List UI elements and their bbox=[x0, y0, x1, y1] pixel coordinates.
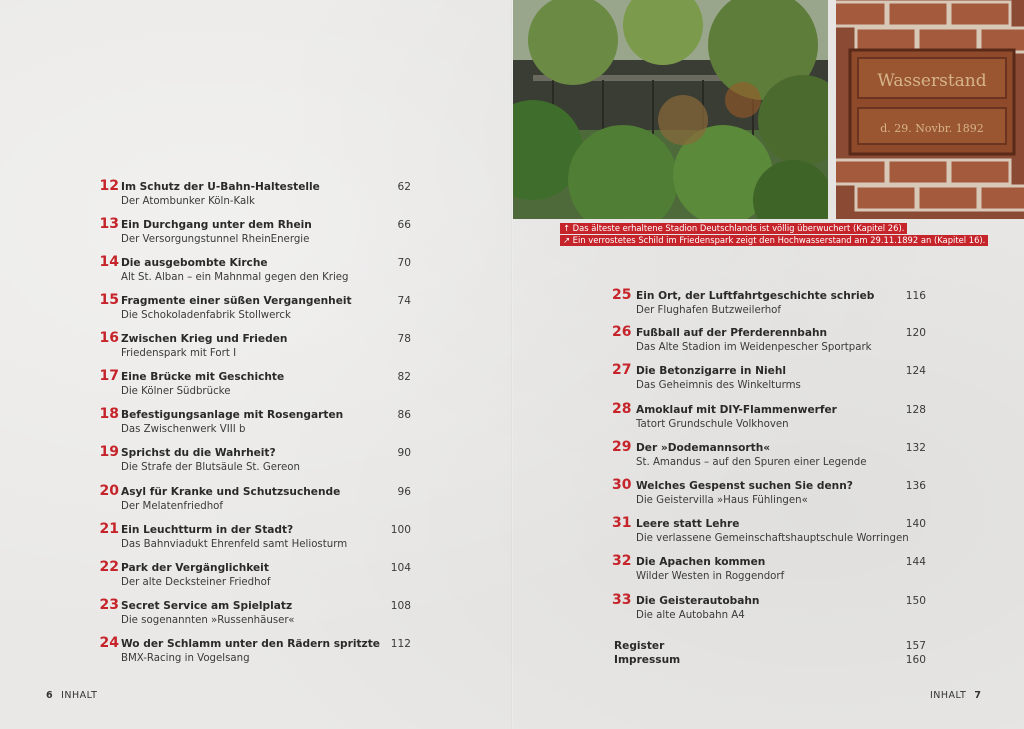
toc-entry-subtitle: Alt St. Alban – ein Mahnmal gegen den Krieg bbox=[121, 272, 349, 283]
toc-entry-subtitle: Das Bahnviadukt Ehrenfeld samt Heliosturm bbox=[121, 539, 348, 550]
toc-entry-page: 108 bbox=[390, 600, 411, 612]
toc-entry-number: 27 bbox=[612, 362, 632, 378]
toc-entry[interactable] bbox=[99, 483, 411, 520]
toc-entry-number: 32 bbox=[612, 553, 632, 569]
toc-entry[interactable] bbox=[99, 521, 411, 558]
toc-entry-page: 90 bbox=[397, 447, 411, 459]
toc-entry[interactable] bbox=[612, 362, 926, 399]
footer-page-number: 7 bbox=[974, 690, 982, 701]
toc-entry-subtitle: Die Schokoladenfabrik Stollwerck bbox=[121, 310, 291, 321]
toc-entry-title: Wo der Schlamm unter den Rädern spritzte bbox=[121, 638, 380, 650]
toc-entry-subtitle: Die alte Autobahn A4 bbox=[636, 610, 745, 621]
toc-entry-subtitle: Friedenspark mit Fort I bbox=[121, 348, 237, 359]
toc-entry-subtitle: Der Melatenfriedhof bbox=[121, 501, 224, 512]
toc-entry-title: Im Schutz der U-Bahn-Haltestelle bbox=[121, 181, 320, 193]
toc-entry-number: 30 bbox=[612, 477, 632, 493]
toc-entry-title: Ein Durchgang unter dem Rhein bbox=[121, 219, 312, 231]
toc-entry-number: 21 bbox=[99, 521, 119, 537]
toc-entry[interactable] bbox=[612, 287, 926, 324]
toc-entry-page: 74 bbox=[397, 295, 411, 307]
toc-entry[interactable] bbox=[612, 477, 926, 514]
toc-entry-title: Befestigungsanlage mit Rosengarten bbox=[121, 409, 344, 421]
toc-entry-number: 18 bbox=[99, 406, 119, 422]
toc-entry-title: Fußball auf der Pferderennbahn bbox=[636, 327, 828, 339]
toc-entry-subtitle: Die verlassene Gemeinschaftshauptschule Worringen bbox=[636, 533, 909, 544]
toc-entry-number: 12 bbox=[99, 178, 119, 194]
toc-entry-title: Die Apachen kommen bbox=[636, 556, 766, 568]
toc-entry[interactable] bbox=[99, 635, 411, 672]
toc-entry-page: 62 bbox=[397, 181, 411, 193]
toc-entry-page: 144 bbox=[905, 556, 926, 568]
toc-entry-number: 16 bbox=[99, 330, 119, 346]
toc-entry-page: 66 bbox=[397, 219, 411, 231]
toc-entry-number: 19 bbox=[99, 444, 119, 460]
photo-caption-1: ↑ Das älteste erhaltene Stadion Deutschlands ist völlig überwuchert (Kapitel 26). bbox=[560, 223, 907, 234]
toc-entry[interactable] bbox=[612, 553, 926, 590]
toc-entry-title: Sprichst du die Wahrheit? bbox=[121, 447, 276, 459]
toc-entry-page: 140 bbox=[905, 518, 926, 530]
toc-entry-subtitle: BMX-Racing in Vogelsang bbox=[121, 653, 250, 664]
toc-entry[interactable] bbox=[612, 401, 926, 438]
footer-right bbox=[930, 690, 981, 701]
toc-entry-title: Secret Service am Spielplatz bbox=[121, 600, 293, 612]
toc-entry-page: 96 bbox=[397, 486, 411, 498]
toc-entry-number: 22 bbox=[99, 559, 119, 575]
toc-impressum-entry[interactable] bbox=[614, 654, 926, 668]
toc-entry-subtitle: Das Geheimnis des Winkelturms bbox=[636, 380, 801, 391]
toc-entry-number: 24 bbox=[99, 635, 119, 651]
toc-entry-title: Leere statt Lehre bbox=[636, 518, 740, 530]
toc-entry[interactable] bbox=[99, 368, 411, 405]
toc-entry-subtitle: Der alte Decksteiner Friedhof bbox=[121, 577, 271, 588]
toc-entry-title: Register bbox=[614, 640, 665, 652]
toc-entry[interactable] bbox=[612, 324, 926, 361]
sign-text-line2: d. 29. Novbr. 1892 bbox=[880, 122, 984, 135]
toc-entry-number: 23 bbox=[99, 597, 119, 613]
toc-entry-page: 124 bbox=[905, 365, 926, 377]
toc-entry[interactable] bbox=[99, 178, 411, 215]
toc-entry[interactable] bbox=[99, 216, 411, 253]
toc-entry-number: 14 bbox=[99, 254, 119, 270]
toc-entry-title: Welches Gespenst suchen Sie denn? bbox=[636, 480, 853, 492]
toc-entry-number: 29 bbox=[612, 439, 632, 455]
sign-text-line1: Wasserstand bbox=[877, 71, 987, 91]
photo-caption-2: ↗ Ein verrostetes Schild im Friedenspark zeigt den Hochwasserstand am 29.11.1892 an (Kapitel 16). bbox=[560, 235, 988, 246]
toc-entry-number: 28 bbox=[612, 401, 632, 417]
toc-entry-page: 100 bbox=[390, 524, 411, 536]
toc-entry-subtitle: Das Zwischenwerk VIII b bbox=[121, 424, 246, 435]
toc-entry-page: 120 bbox=[905, 327, 926, 339]
toc-entry-subtitle: Die Strafe der Blutsäule St. Gereon bbox=[121, 462, 300, 473]
toc-entry-page: 116 bbox=[905, 290, 926, 302]
toc-entry-page: 136 bbox=[905, 480, 926, 492]
toc-entry-page: 86 bbox=[397, 409, 411, 421]
toc-entry-subtitle: Die Geistervilla »Haus Fühlingen« bbox=[636, 495, 808, 506]
toc-entry-subtitle: Der Flughafen Butzweilerhof bbox=[636, 305, 782, 316]
toc-entry-subtitle: Wilder Westen in Roggendorf bbox=[636, 571, 785, 582]
toc-entry-subtitle: Der Atombunker Köln-Kalk bbox=[121, 196, 255, 207]
toc-entry-page: 112 bbox=[390, 638, 411, 650]
toc-entry-number: 33 bbox=[612, 592, 632, 608]
toc-entry[interactable] bbox=[99, 330, 411, 367]
overgrown-stadium-photo bbox=[513, 0, 828, 219]
toc-entry-subtitle: Die Kölner Südbrücke bbox=[121, 386, 231, 397]
footer-label: INHALT bbox=[61, 690, 98, 701]
toc-entry-page: 157 bbox=[905, 640, 926, 652]
toc-entry[interactable] bbox=[99, 597, 411, 634]
toc-entry-number: 20 bbox=[99, 483, 119, 499]
toc-entry[interactable] bbox=[99, 292, 411, 329]
footer-label: INHALT bbox=[930, 690, 967, 701]
toc-entry-subtitle: Der Versorgungstunnel RheinEnergie bbox=[121, 234, 310, 245]
toc-register-entry[interactable] bbox=[614, 640, 926, 654]
toc-entry-number: 25 bbox=[612, 287, 632, 303]
toc-entry[interactable] bbox=[612, 515, 926, 552]
toc-entry-title: Impressum bbox=[614, 654, 681, 666]
toc-entry[interactable] bbox=[99, 559, 411, 596]
toc-entry-page: 82 bbox=[397, 371, 411, 383]
toc-entry-title: Fragmente einer süßen Vergangenheit bbox=[121, 295, 352, 307]
photo-captions bbox=[560, 223, 988, 247]
toc-entry-title: Ein Leuchtturm in der Stadt? bbox=[121, 524, 294, 536]
toc-entry-page: 132 bbox=[905, 442, 926, 454]
toc-entry-title: Die Geisterautobahn bbox=[636, 595, 760, 607]
toc-entry[interactable] bbox=[612, 439, 926, 476]
toc-entry-title: Amoklauf mit DIY-Flammenwerfer bbox=[636, 404, 837, 416]
toc-entry-number: 26 bbox=[612, 324, 632, 340]
toc-entry[interactable] bbox=[612, 592, 926, 629]
toc-entry-title: Zwischen Krieg und Frieden bbox=[121, 333, 288, 345]
toc-entry-title: Die ausgebombte Kirche bbox=[121, 257, 268, 269]
toc-entry-page: 128 bbox=[905, 404, 926, 416]
toc-entry-title: Die Betonzigarre in Niehl bbox=[636, 365, 787, 377]
toc-entry-page: 70 bbox=[397, 257, 411, 269]
toc-entry-subtitle: Das Alte Stadion im Weidenpescher Sportpark bbox=[636, 342, 872, 353]
toc-entry-page: 104 bbox=[390, 562, 411, 574]
toc-entry-title: Eine Brücke mit Geschichte bbox=[121, 371, 285, 383]
toc-entry[interactable] bbox=[99, 444, 411, 481]
toc-entry-subtitle: Die sogenannten »Russenhäuser« bbox=[121, 615, 295, 626]
toc-entry-title: Asyl für Kranke und Schutzsuchende bbox=[121, 486, 341, 498]
footer-left bbox=[46, 690, 97, 701]
toc-entry-page: 78 bbox=[397, 333, 411, 345]
toc-entry[interactable] bbox=[99, 406, 411, 443]
toc-entry-title: Ein Ort, der Luftfahrtgeschichte schrieb bbox=[636, 290, 875, 302]
toc-entry-title: Der »Dodemannsorth« bbox=[636, 442, 771, 454]
toc-entry-page: 160 bbox=[905, 654, 926, 666]
footer-page-number: 6 bbox=[46, 690, 54, 701]
rusty-water-level-sign-photo bbox=[836, 0, 1024, 219]
toc-entry-page: 150 bbox=[905, 595, 926, 607]
toc-entry-number: 31 bbox=[612, 515, 632, 531]
toc-entry-subtitle: Tatort Grundschule Volkhoven bbox=[636, 419, 789, 430]
toc-entry-number: 17 bbox=[99, 368, 119, 384]
toc-entry-title: Park der Vergänglichkeit bbox=[121, 562, 269, 574]
toc-entry[interactable] bbox=[99, 254, 411, 291]
toc-entry-subtitle: St. Amandus – auf den Spuren einer Legende bbox=[636, 457, 867, 468]
toc-entry-number: 15 bbox=[99, 292, 119, 308]
toc-entry-number: 13 bbox=[99, 216, 119, 232]
